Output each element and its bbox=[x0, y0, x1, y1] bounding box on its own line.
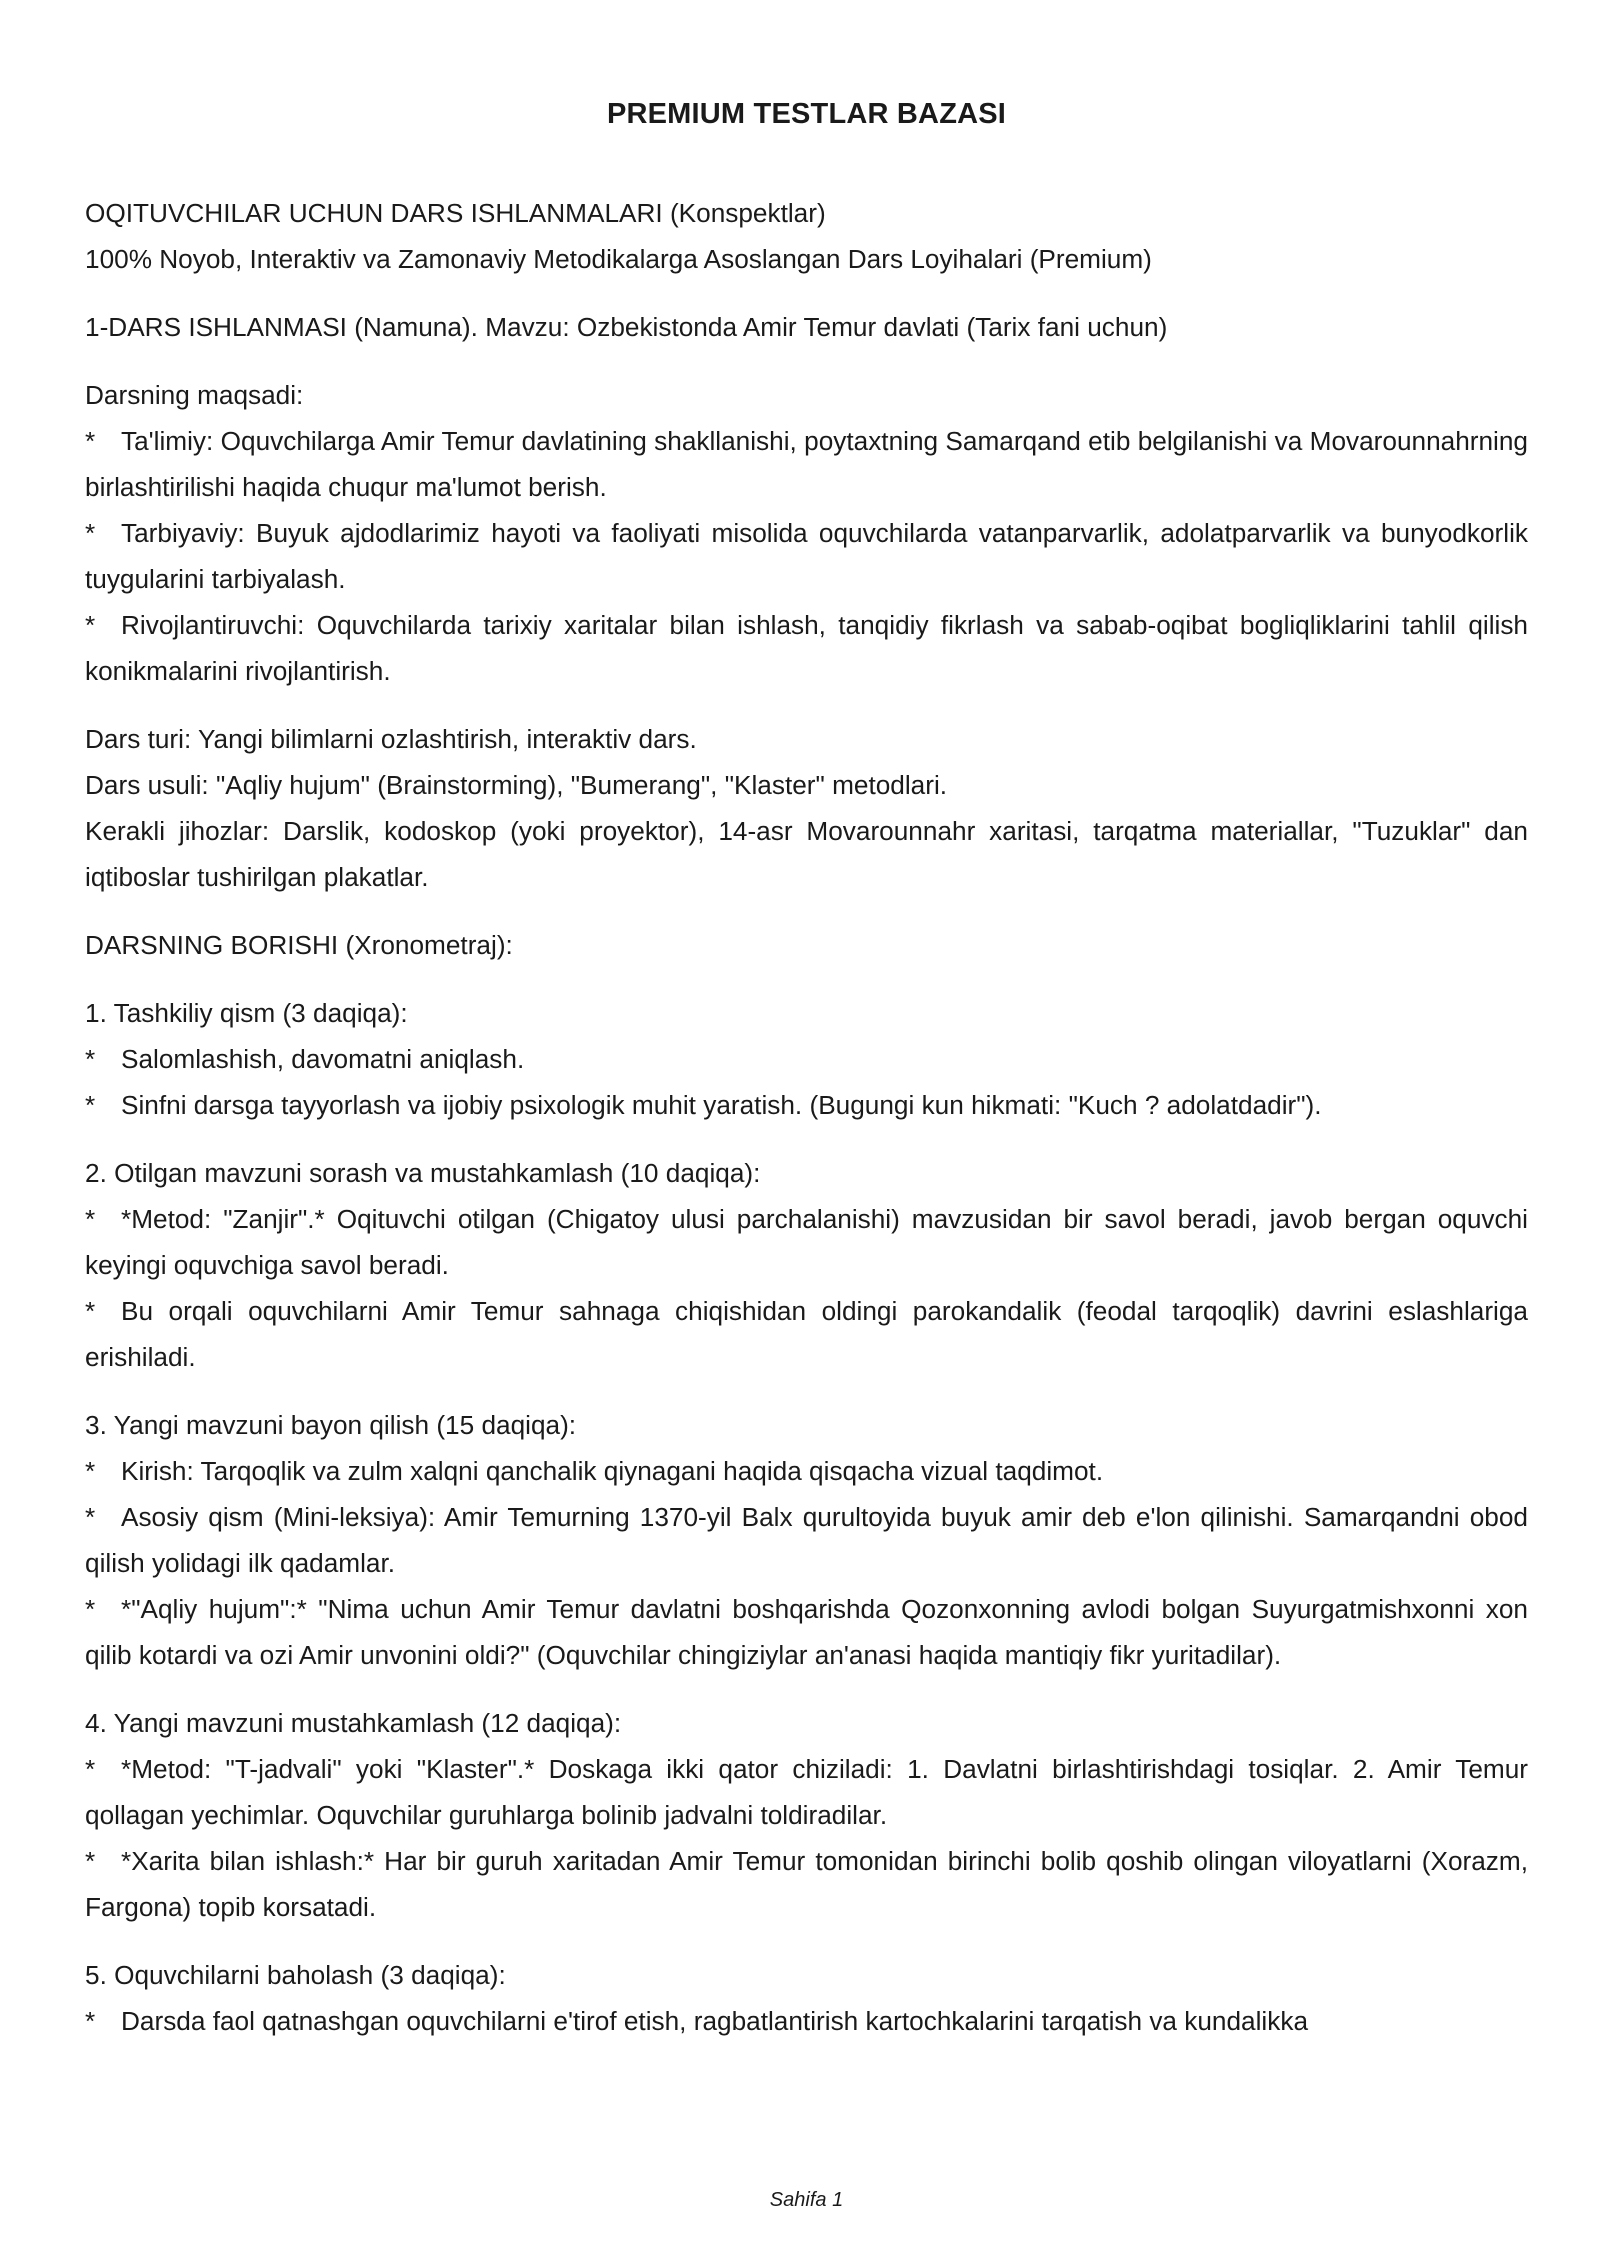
section-5 bbox=[85, 1952, 1528, 2044]
goal-item bbox=[85, 418, 1528, 510]
section-3 bbox=[85, 1402, 1528, 1678]
section-2 bbox=[85, 1150, 1528, 1380]
section-item bbox=[85, 1448, 1528, 1494]
section-4 bbox=[85, 1700, 1528, 1930]
goals-heading: Darsning maqsadi: bbox=[85, 380, 304, 410]
bullet-mark: * bbox=[85, 1044, 96, 1074]
section-item-text: *Metod: "Zanjir".* Oqituvchi otilgan (Chigatoy ulusi parchalanishi) mavzusidan bir savol beradi, javob bergan oquvchi keyingi oquvchiga savol beradi. bbox=[85, 1204, 1528, 1280]
lesson-info-section bbox=[85, 716, 1528, 900]
bullet-mark: * bbox=[85, 518, 96, 548]
section-item-text: *Metod: "T-jadvali" yoki "Klaster".* Doskaga ikki qator chiziladi: 1. Davlatni birlashtirishdagi tosiqlar. 2. Amir Temur qollagan yechimlar. Oquvchilar guruhlarga bolinib jadvalni toldiradilar. bbox=[85, 1754, 1528, 1830]
page-number: Sahifa 1 bbox=[769, 2189, 844, 2211]
section-item bbox=[85, 1196, 1528, 1288]
document-page bbox=[85, 0, 1528, 2262]
section-heading: 1. Tashkiliy qism (3 daqiqa): bbox=[85, 998, 408, 1028]
section-item-text: Kirish: Tarqoqlik va zulm xalqni qanchalik qiynagani haqida qisqacha vizual taqdimot. bbox=[121, 1456, 1104, 1486]
bullet-mark: * bbox=[85, 1090, 96, 1120]
bullet-mark: * bbox=[85, 1296, 96, 1326]
header-line-2: 100% Noyob, Interaktiv va Zamonaviy Metodikalarga Asoslangan Dars Loyihalari (Premium) bbox=[85, 244, 1152, 274]
lesson-equipment: Kerakli jihozlar: Darslik, kodoskop (yoki proyektor), 14-asr Movarounnahr xaritasi, tarqatma materiallar, "Tuzuklar" dan iqtiboslar tushirilgan plakatlar. bbox=[85, 816, 1528, 892]
section-heading: 5. Oquvchilarni baholash (3 daqiqa): bbox=[85, 1960, 506, 1990]
bullet-mark: * bbox=[85, 1502, 96, 1532]
section-item bbox=[85, 1838, 1528, 1930]
section-item-text: *Xarita bilan ishlash:* Har bir guruh xaritadan Amir Temur tomonidan birinchi bolib qoshib olingan viloyatlarni (Xorazm, Fargona) topib korsatadi. bbox=[85, 1846, 1528, 1922]
bullet-mark: * bbox=[85, 1846, 96, 1876]
section-item bbox=[85, 1586, 1528, 1678]
goal-item bbox=[85, 510, 1528, 602]
section-item-text: Asosiy qism (Mini-leksiya): Amir Temurning 1370-yil Balx qurultoyida buyuk amir deb e'lon qilinishi. Samarqandni obod qilish yolidagi ilk qadamlar. bbox=[85, 1502, 1528, 1578]
bullet-mark: * bbox=[85, 1204, 96, 1234]
bullet-mark: * bbox=[85, 1754, 96, 1784]
goal-item-text: Ta'limiy: Oquvchilarga Amir Temur davlatining shakllanishi, poytaxtning Samarqand etib belgilanishi va Movarounnahrning birlashtirilishi haqida chuqur ma'lumot berish. bbox=[85, 426, 1528, 502]
section-item bbox=[85, 1288, 1528, 1380]
section-item-text: Bu orqali oquvchilarni Amir Temur sahnaga chiqishidan oldingi parokandalik (feodal tarqoqlik) davrini eslashlariga erishiladi. bbox=[85, 1296, 1528, 1372]
section-item bbox=[85, 1746, 1528, 1838]
bullet-mark: * bbox=[85, 2006, 96, 2036]
section-heading: 2. Otilgan mavzuni sorash va mustahkamlash (10 daqiqa): bbox=[85, 1158, 761, 1188]
section-heading: 3. Yangi mavzuni bayon qilish (15 daqiqa): bbox=[85, 1410, 577, 1440]
process-heading-block bbox=[85, 922, 1528, 968]
bullet-mark: * bbox=[85, 426, 96, 456]
section-item-text: Salomlashish, davomatni aniqlash. bbox=[121, 1044, 525, 1074]
goals-section bbox=[85, 372, 1528, 694]
bullet-mark: * bbox=[85, 1456, 96, 1486]
bullet-mark: * bbox=[85, 610, 96, 640]
section-heading: 4. Yangi mavzuni mustahkamlash (12 daqiqa): bbox=[85, 1708, 622, 1738]
section-1 bbox=[85, 990, 1528, 1128]
process-heading: DARSNING BORISHI (Xronometraj): bbox=[85, 930, 513, 960]
lesson-type: Dars turi: Yangi bilimlarni ozlashtirish, interaktiv dars. bbox=[85, 724, 697, 754]
document-body bbox=[85, 190, 1528, 2066]
section-item-text: Sinfni darsga tayyorlash va ijobiy psixologik muhit yaratish. (Bugungi kun hikmati: "Kuch ? adolatdadir"). bbox=[121, 1090, 1322, 1120]
section-item bbox=[85, 1036, 1528, 1082]
page-title: PREMIUM TESTLAR BAZASI bbox=[606, 98, 1007, 130]
section-item-text: Darsda faol qatnashgan oquvchilarni e'tirof etish, ragbatlantirish kartochkalarini tarqatish va kundalikka bbox=[121, 2006, 1309, 2036]
section-item bbox=[85, 1494, 1528, 1586]
lesson-title: 1-DARS ISHLANMASI (Namuna). Mavzu: Ozbekistonda Amir Temur davlati (Tarix fani uchun) bbox=[85, 312, 1168, 342]
goal-item-text: Tarbiyaviy: Buyuk ajdodlarimiz hayoti va faoliyati misolida oquvchilarda vatanparvarlik, adolatparvarlik va bunyodkorlik tuygularini tarbiyalash. bbox=[85, 518, 1528, 594]
section-item-text: *"Aqliy hujum":* "Nima uchun Amir Temur davlatni boshqarishda Qozonxonning avlodi bolgan Suyurgatmishxonni xon qilib kotardi va ozi Amir unvonini oldi?" (Oquvchilar chingiziylar an'anasi haqida mantiqiy fikr yuritadilar). bbox=[85, 1594, 1528, 1670]
lesson-method: Dars usuli: "Aqliy hujum" (Brainstorming), "Bumerang", "Klaster" metodlari. bbox=[85, 770, 948, 800]
section-item bbox=[85, 1082, 1528, 1128]
goal-item bbox=[85, 602, 1528, 694]
header-line-1: OQITUVCHILAR UCHUN DARS ISHLANMALARI (Konspektlar) bbox=[85, 198, 826, 228]
bullet-mark: * bbox=[85, 1594, 96, 1624]
goal-item-text: Rivojlantiruvchi: Oquvchilarda tarixiy xaritalar bilan ishlash, tanqidiy fikrlash va sabab-oqibat bogliqliklarini tahlil qilish konikmalarini rivojlantirish. bbox=[85, 610, 1528, 686]
lesson-title-block bbox=[85, 304, 1528, 350]
section-item bbox=[85, 1998, 1528, 2044]
document-header bbox=[85, 190, 1528, 282]
